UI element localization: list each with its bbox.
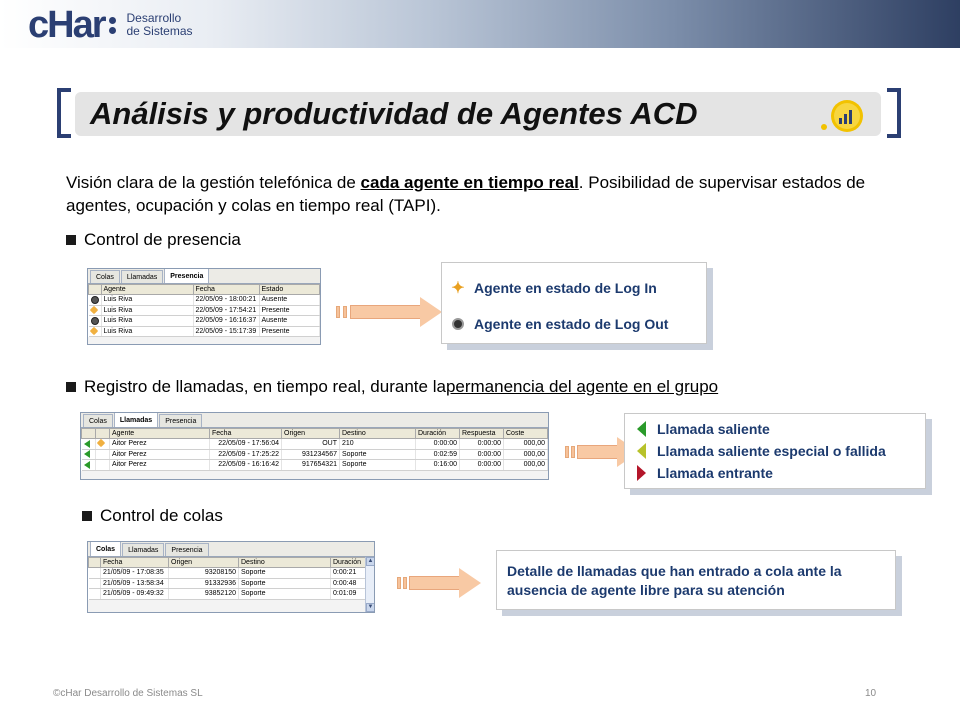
column-header[interactable]: Duración	[331, 558, 366, 568]
column-header[interactable]: Fecha	[193, 285, 259, 295]
outgoing-call-icon	[84, 440, 90, 448]
legend-login	[450, 278, 657, 298]
tab-presencia[interactable]	[164, 268, 209, 283]
title-bracket-left	[57, 88, 71, 138]
column-header[interactable]: Agente	[110, 429, 210, 439]
table-row[interactable]	[89, 578, 366, 589]
legend-logout	[450, 316, 668, 332]
outgoing-call-icon	[633, 421, 649, 437]
column-header[interactable]	[89, 558, 101, 568]
cell-agente: Aitor Perez	[110, 460, 210, 471]
queue-tab-bar	[88, 542, 374, 557]
tab-llamadas-label: Llamadas	[126, 273, 158, 281]
cell-destino: Soporte	[239, 589, 331, 600]
column-header[interactable]: Respuesta	[460, 429, 504, 439]
cell-origen: 931234567	[282, 449, 340, 460]
legend-fallida	[633, 443, 886, 459]
cell-coste: 000,00	[504, 439, 548, 450]
queue-legend	[496, 550, 896, 610]
table-row[interactable]	[82, 449, 548, 460]
cell-agente: Luis Riva	[101, 305, 193, 316]
tab-llamadas-label: Llamadas	[119, 416, 153, 424]
queue-legend-text: Detalle de llamadas que han entrado a cola ante la ausencia de agente libre para su atención	[507, 563, 842, 598]
tab-presencia[interactable]	[165, 543, 208, 556]
column-header[interactable]: Fecha	[210, 429, 282, 439]
tab-colas[interactable]	[83, 414, 113, 427]
arrow-right-icon	[336, 301, 456, 323]
outgoing-call-icon	[84, 450, 90, 458]
cell-respuesta: 0:00:00	[460, 460, 504, 471]
column-header[interactable]: Origen	[169, 558, 239, 568]
column-header[interactable]	[96, 429, 110, 439]
tab-colas-label: Colas	[89, 417, 107, 425]
intro-paragraph	[66, 171, 896, 217]
cell-fecha: 22/05/09 - 16:16:37	[193, 316, 259, 327]
cell-fecha: 22/05/09 - 17:56:04	[210, 439, 282, 450]
bullet-presencia	[66, 229, 241, 251]
column-header[interactable]: Coste	[504, 429, 548, 439]
logo-mark: cHar	[28, 4, 105, 46]
cell-duracion: 0:00:00	[416, 439, 460, 450]
incoming-call-icon	[633, 465, 649, 481]
cell-agente: Aitor Perez	[110, 449, 210, 460]
cell-fecha: 22/05/09 - 17:54:21	[193, 305, 259, 316]
cell-agente: Aitor Perez	[110, 439, 210, 450]
company-logo	[28, 4, 193, 46]
bullet-colas-label: Control de colas	[100, 506, 223, 525]
login-icon	[89, 327, 97, 335]
cell-estado: Ausente	[259, 295, 320, 306]
presence-legend	[441, 262, 707, 344]
column-header[interactable]: Agente	[101, 285, 193, 295]
legend-entrante	[633, 465, 773, 481]
column-header[interactable]	[89, 285, 102, 295]
cell-agente: Luis Riva	[101, 326, 193, 337]
bullet-square	[82, 511, 92, 521]
title-bracket-right	[887, 88, 901, 138]
cell-estado: Presente	[259, 305, 320, 316]
presence-tab-bar	[88, 269, 320, 284]
cell-estado: Ausente	[259, 316, 320, 327]
legend-entrante-text: Llamada entrante	[657, 465, 773, 481]
bullet-square	[66, 235, 76, 245]
intro-text-1: Visión clara de la gestión telefónica de	[66, 173, 361, 192]
calls-window	[80, 412, 549, 480]
scroll-up-icon[interactable]: ▲	[367, 558, 374, 564]
column-header[interactable]	[82, 429, 96, 439]
column-header[interactable]: Origen	[282, 429, 340, 439]
tab-colas[interactable]	[90, 541, 121, 556]
bullet-registro	[66, 376, 718, 398]
cell-agente: Luis Riva	[101, 295, 193, 306]
cell-coste: 000,00	[504, 460, 548, 471]
presence-window	[87, 268, 321, 345]
bullet-presencia-label: Control de presencia	[84, 230, 241, 249]
table-row[interactable]	[89, 589, 366, 600]
cell-origen: 93208150	[169, 568, 239, 579]
queue-window	[87, 541, 375, 613]
cell-fecha: 22/05/09 - 18:00:21	[193, 295, 259, 306]
cell-respuesta: 0:00:00	[460, 449, 504, 460]
cell-duracion: 0:02:59	[416, 449, 460, 460]
agent-star-icon	[97, 439, 105, 447]
bullet-colas	[82, 505, 223, 527]
cell-destino: Soporte	[239, 568, 331, 579]
tab-llamadas[interactable]	[114, 412, 158, 427]
cell-destino: Soporte	[239, 578, 331, 589]
tab-presencia-label: Presencia	[165, 417, 197, 425]
legend-fallida-text: Llamada saliente especial o fallida	[657, 443, 886, 459]
intro-text-2: . Posibilidad de supervisar estados de agentes, ocupación y colas en tiempo real (TAPI).	[66, 173, 866, 215]
login-star-icon: ✦	[451, 280, 465, 297]
signal-chart-icon	[818, 96, 868, 136]
logout-icon	[91, 317, 99, 325]
tab-colas[interactable]	[90, 270, 120, 283]
cell-coste: 000,00	[504, 449, 548, 460]
logo-line-1: Desarrollo	[126, 11, 182, 25]
table-row[interactable]	[89, 316, 320, 327]
tab-colas-label: Colas	[96, 545, 116, 553]
table-row[interactable]	[82, 439, 548, 450]
logout-icon	[91, 296, 99, 304]
page-title: Análisis y productividad de Agentes ACD	[90, 96, 698, 131]
bullet-square	[66, 382, 76, 392]
cell-fecha: 22/05/09 - 15:17:39	[193, 326, 259, 337]
footer-copyright: ©cHar Desarrollo de Sistemas SL	[53, 688, 203, 699]
scroll-down-icon[interactable]: ▼	[367, 604, 374, 610]
cell-destino: Soporte	[340, 460, 416, 471]
legend-login-text: Agente en estado de Log In	[474, 280, 657, 296]
intro-emphasis: cada agente en tiempo real	[360, 173, 579, 192]
cell-duracion: 0:00:21	[331, 568, 366, 579]
tab-colas-label: Colas	[96, 273, 114, 281]
failed-call-icon	[633, 443, 649, 459]
outgoing-call-icon	[84, 461, 90, 469]
cell-origen: 917654321	[282, 460, 340, 471]
arrow-right-icon	[397, 572, 501, 594]
logo-dots	[109, 14, 119, 37]
cell-destino: Soporte	[340, 449, 416, 460]
cell-duracion: 0:01:09	[331, 589, 366, 600]
cell-estado: Presente	[259, 326, 320, 337]
column-header[interactable]: Estado	[259, 285, 320, 295]
cell-fecha: 22/05/09 - 16:16:42	[210, 460, 282, 471]
cell-origen: OUT	[282, 439, 340, 450]
column-header[interactable]: Duración	[416, 429, 460, 439]
column-header[interactable]: Destino	[340, 429, 416, 439]
logo-text	[127, 12, 193, 38]
vertical-scrollbar[interactable]	[365, 557, 374, 612]
tab-llamadas[interactable]	[122, 543, 164, 556]
cell-fecha: 22/05/09 - 17:25:22	[210, 449, 282, 460]
legend-saliente	[633, 421, 770, 437]
column-header[interactable]: Fecha	[101, 558, 169, 568]
table-row[interactable]	[89, 305, 320, 316]
column-header[interactable]: Destino	[239, 558, 331, 568]
cell-fecha: 21/05/09 - 17:08:35	[101, 568, 169, 579]
cell-agente: Luis Riva	[101, 316, 193, 327]
calls-legend	[624, 413, 926, 489]
bullet-registro-emphasis: permanencia del agente en el grupo	[445, 377, 719, 396]
cell-fecha: 21/05/09 - 09:49:32	[101, 589, 169, 600]
legend-saliente-text: Llamada saliente	[657, 421, 770, 437]
tab-presencia-label: Presencia	[171, 546, 203, 554]
calls-table	[81, 428, 548, 471]
cell-destino: 210	[340, 439, 416, 450]
table-row[interactable]	[89, 326, 320, 337]
calls-tab-bar	[81, 413, 548, 428]
cell-fecha: 21/05/09 - 13:58:34	[101, 578, 169, 589]
tab-presencia-label: Presencia	[170, 272, 204, 280]
logo-line-2: de Sistemas	[126, 24, 193, 38]
bullet-registro-text: Registro de llamadas, en tiempo real, durante la	[84, 377, 446, 396]
table-row[interactable]	[89, 295, 320, 306]
cell-origen: 93852120	[169, 589, 239, 600]
tab-presencia[interactable]	[159, 414, 202, 427]
logout-moon-icon	[450, 318, 466, 330]
tab-llamadas[interactable]	[121, 270, 163, 283]
table-row[interactable]	[89, 568, 366, 579]
queue-table	[88, 557, 366, 600]
cell-origen: 91332936	[169, 578, 239, 589]
cell-duracion: 0:16:00	[416, 460, 460, 471]
table-row[interactable]	[82, 460, 548, 471]
presence-table	[88, 284, 320, 337]
cell-duracion: 0:00:48	[331, 578, 366, 589]
page-number: 10	[865, 688, 877, 699]
login-icon	[89, 306, 97, 314]
cell-respuesta: 0:00:00	[460, 439, 504, 450]
legend-logout-text: Agente en estado de Log Out	[474, 316, 669, 332]
tab-llamadas-label: Llamadas	[128, 546, 159, 554]
